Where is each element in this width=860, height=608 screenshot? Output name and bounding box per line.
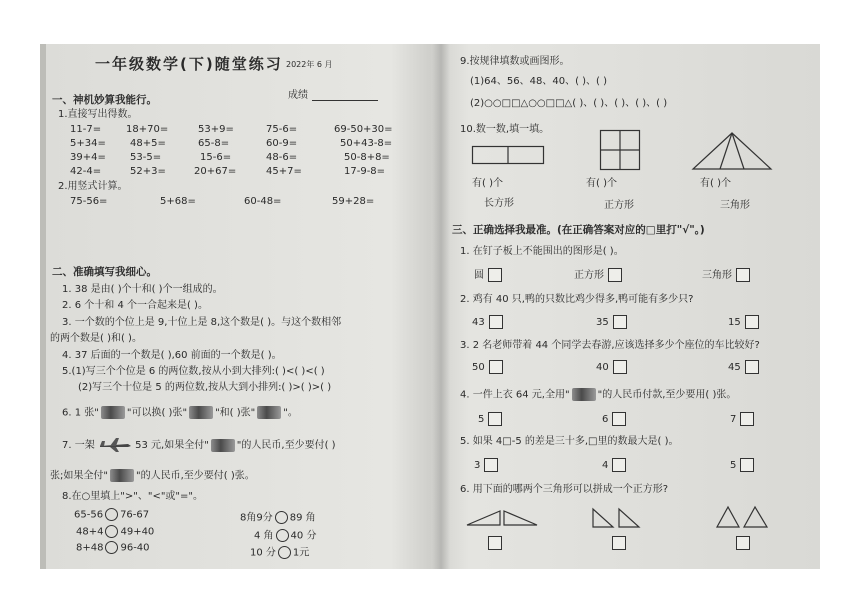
triangle-figure [692,132,772,170]
checkbox[interactable] [740,458,754,472]
calc-item: 48-6= [266,152,298,163]
checkbox[interactable] [612,536,626,550]
checkbox[interactable] [736,268,750,282]
s3-q3-text: 3. 2 名老师带着 44 个同学去春游,应该选择多少个座位的车比较好? [460,340,760,351]
score-blank[interactable] [312,100,378,101]
s1-q1-text: 1.直接写出得数。 [58,109,138,120]
choice-option: 45 [728,360,759,374]
s2-q3-text: 3. 一个数的个位上是 9,十位上是 8,这个数是( )。与这个数相邻 [62,317,342,328]
choice-option: 6 [602,412,626,426]
calc-item: 75-6= [266,124,298,135]
s3-q1-text: 1. 在钉子板上不能围出的图形是( )。 [460,246,624,257]
compare-circle[interactable] [278,546,291,559]
shape-sequence: ○○□□△○○□□△ [484,98,573,109]
section-2-heading: 二、准确填写我细心。 [52,266,157,278]
checkbox[interactable] [489,360,503,374]
checkbox[interactable] [613,360,627,374]
calc-item: 48+5= [130,138,166,149]
choice-option: 7 [730,412,754,426]
s3-q4-text: 4. 一件上衣 64 元,全用" "的人民币付款,至少要用( )张。 [460,389,737,401]
vertical-calc-item: 5+68= [160,196,196,207]
count-blank: 有( )个 [700,178,731,189]
checkbox[interactable] [736,536,750,550]
choice-option: 50 [472,360,503,374]
q10-text: 10.数一数,填一填。 [460,124,550,135]
section-1-heading: 一、神机妙算我能行。 [52,94,157,106]
banknote-icon [101,406,125,419]
calc-item: 20+67= [194,166,237,177]
exam-paper [40,44,820,569]
compare-item: 48+4 49+40 [76,526,155,538]
banknote-icon [572,388,596,401]
calc-item: 18+70= [126,124,169,135]
toy-plane-icon [98,437,132,453]
s2-q5-part1: 5.(1)写三个个位是 6 的两位数,按从小到大排列:( )<( )<( ) [62,366,325,377]
compare-item: 10 分 1元 [250,547,310,559]
calc-item: 53-5= [130,152,162,163]
checkbox[interactable] [613,315,627,329]
s2-q7-text-cont: 张;如果全付" "的人民币,至少要付( )张。 [50,470,255,482]
calc-item: 11-7= [70,124,102,135]
choice-option: 40 [596,360,627,374]
calc-item: 42-4= [70,166,102,177]
checkbox[interactable] [612,458,626,472]
figure-label: 长方形 [484,198,514,209]
s3-q5-text: 5. 如果 4□-5 的差是三十多,□里的数最大是( )。 [460,436,679,447]
s2-q5-part2: (2)写三个十位是 5 的两位数,按从大到小排列:( )>( )>( ) [78,382,332,393]
triangle-pair-a [466,510,538,526]
choice-option: 15 [728,315,759,329]
s2-q4-text: 4. 37 后面的一个数是( ),60 前面的一个数是( )。 [62,350,282,361]
page-fold [432,44,450,569]
paper-edge [40,44,46,569]
compare-item: 8角9分 89 角 [240,512,316,524]
calc-item: 65-8= [198,138,230,149]
calc-item: 69-50+30= [334,124,393,135]
compare-circle[interactable] [105,525,118,538]
choice-option: 正方形 [574,268,622,282]
count-blank: 有( )个 [586,178,617,189]
banknote-icon [211,439,235,452]
choice-option: 43 [472,315,503,329]
calc-item: 5+34= [70,138,106,149]
s3-q2-text: 2. 鸡有 40 只,鸭的只数比鸡少得多,鸭可能有多少只? [460,294,694,305]
calc-item: 60-9= [266,138,298,149]
score-label: 成绩 [288,90,308,101]
compare-circle[interactable] [105,541,118,554]
choice-option: 圆 [474,268,502,282]
banknote-icon [189,406,213,419]
s2-q8-text: 8.在○里填上">"、"<"或"="。 [62,491,204,502]
figure-label: 三角形 [720,200,750,211]
triangle-pair-b [592,508,640,528]
square-figure [600,130,640,170]
checkbox[interactable] [745,315,759,329]
calc-item: 45+7= [266,166,302,177]
exam-date: 2022年 6 月 [286,60,333,69]
count-blank: 有( )个 [472,178,503,189]
checkbox[interactable] [484,458,498,472]
page-title: 一年级数学(下)随堂练习 [95,55,283,73]
q9-part1: (1)64、56、48、40、( )、( ) [470,76,608,87]
section-3-heading: 三、正确选择我最准。(在正确答案对应的□里打"√"。) [452,224,705,236]
checkbox[interactable] [608,268,622,282]
q9-text: 9.按规律填数或画图形。 [460,56,570,67]
vertical-calc-item: 59+28= [332,196,375,207]
choice-option: 4 [602,458,626,472]
choice-option: 3 [474,458,498,472]
compare-circle[interactable] [276,529,289,542]
q9-part2: (2)○○□□△○○□□△( )、( )、( )、( )、( ) [470,98,668,109]
banknote-icon [110,469,134,482]
checkbox[interactable] [612,412,626,426]
compare-item: 65-56 76-67 [74,509,150,521]
calc-item: 50-8+8= [344,152,390,163]
rectangle-figure [472,146,544,164]
s2-q1-text: 1. 38 是由( )个十和( )个一组成的。 [62,284,223,295]
calc-item: 39+4= [70,152,106,163]
calc-item: 15-6= [200,152,232,163]
checkbox[interactable] [745,360,759,374]
s2-q3-text-cont: 的两个数是( )和( )。 [50,333,142,344]
figure-label: 正方形 [604,200,634,211]
compare-circle[interactable] [275,511,288,524]
compare-item: 4 角 40 分 [254,530,317,542]
choice-option: 三角形 [702,268,750,282]
triangle-pair-c [716,506,768,528]
s3-q6-text: 6. 用下面的哪两个三角形可以拼成一个正方形? [460,484,669,495]
choice-option: 35 [596,315,627,329]
checkbox[interactable] [489,315,503,329]
calc-item: 17-9-8= [344,166,386,177]
compare-circle[interactable] [105,508,118,521]
s2-q6-text: 6. 1 张" "可以换( )张" "和( )张" "。 [62,407,298,419]
choice-option: 5 [730,458,754,472]
checkbox[interactable] [740,412,754,426]
compare-item: 8+48 96-40 [76,542,150,554]
checkbox[interactable] [488,268,502,282]
s2-q7-text: 7. 一架 53 元,如果全付" "的人民币,至少要付( ) [62,437,336,453]
calc-item: 50+43-8= [340,138,393,149]
banknote-icon [257,406,281,419]
calc-item: 53+9= [198,124,234,135]
choice-option: 5 [478,412,502,426]
s2-q2-text: 2. 6 个十和 4 个一合起来是( )。 [62,300,208,311]
vertical-calc-item: 75-56= [70,196,108,207]
s1-q2-text: 2.用竖式计算。 [58,181,128,192]
vertical-calc-item: 60-48= [244,196,282,207]
calc-item: 52+3= [130,166,166,177]
checkbox[interactable] [488,412,502,426]
checkbox[interactable] [488,536,502,550]
